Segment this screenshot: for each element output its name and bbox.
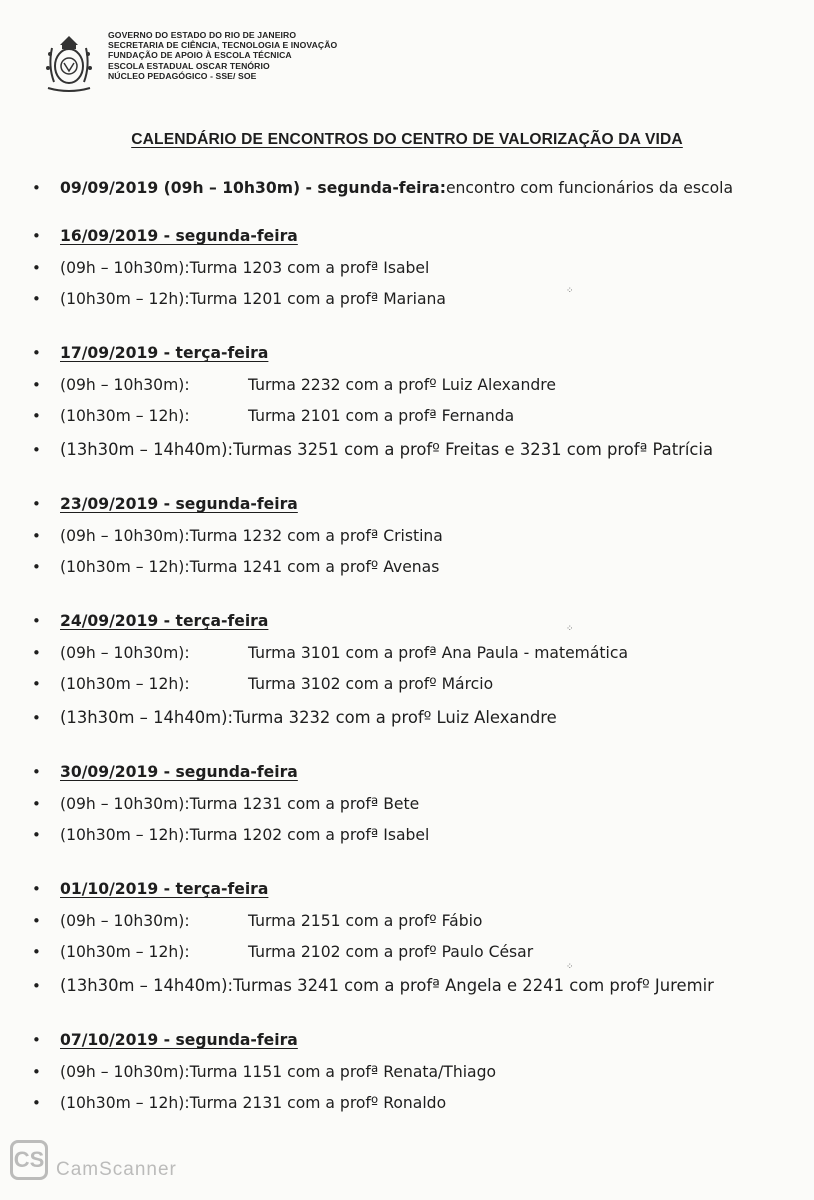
watermark-text: CamScanner xyxy=(56,1159,177,1180)
session-text: Turma 1151 com a profª Renata/Thiago xyxy=(189,1063,497,1081)
session-time: (13h30m – 14h40m): xyxy=(60,440,234,459)
session-item xyxy=(32,974,812,998)
session-item xyxy=(32,438,812,462)
date-heading xyxy=(32,1028,812,1052)
session-time: (13h30m – 14h40m): xyxy=(60,708,234,727)
intro-text: encontro com funcionários da escola xyxy=(445,179,734,197)
session-text: Turma 1202 com a profª Isabel xyxy=(189,826,430,844)
session-text: Turma 2151 com a profº Fábio xyxy=(248,912,483,930)
date-label: 30/09/2019 - segunda-feira xyxy=(60,763,298,781)
scan-speck-icon: ⁘ xyxy=(566,962,574,972)
schedule-list xyxy=(32,176,812,1115)
bullet-icon: • xyxy=(32,880,41,898)
session-text: Turma 2131 com a profº Ronaldo xyxy=(189,1094,447,1112)
header-text-block xyxy=(108,30,337,81)
session-item xyxy=(32,1060,812,1084)
bullet-icon: • xyxy=(32,527,41,545)
session-time: (10h30m – 12h): xyxy=(60,826,190,844)
session-time: (09h – 10h30m): xyxy=(60,1063,190,1081)
session-text: Turma 3102 com a profº Márcio xyxy=(248,675,494,693)
intro-item xyxy=(32,176,812,200)
coat-of-arms-icon xyxy=(38,30,100,94)
camscanner-logo-icon: CS xyxy=(10,1140,48,1180)
session-text: Turma 1241 com a profº Avenas xyxy=(189,558,440,576)
session-text: Turma 1203 com a profª Isabel xyxy=(189,259,430,277)
session-text: Turma 3101 com a profª Ana Paula - matemática xyxy=(248,644,629,662)
session-time: (10h30m – 12h): xyxy=(60,1094,190,1112)
session-time: (10h30m – 12h): xyxy=(60,943,190,961)
date-label: 17/09/2019 - terça-feira xyxy=(60,344,269,362)
session-time: (09h – 10h30m): xyxy=(60,795,190,813)
bullet-icon: • xyxy=(32,407,41,425)
bullet-icon: • xyxy=(32,826,41,844)
session-time: (09h – 10h30m): xyxy=(60,259,190,277)
date-heading xyxy=(32,341,812,365)
session-item xyxy=(32,256,812,280)
session-time: (10h30m – 12h): xyxy=(60,290,190,308)
header-line: FUNDAÇÃO DE APOIO À ESCOLA TÉCNICA xyxy=(108,50,292,61)
scan-speck-icon: ⁘ xyxy=(566,286,574,296)
date-heading xyxy=(32,224,812,248)
bullet-icon: • xyxy=(32,795,41,813)
session-item xyxy=(32,373,812,397)
bullet-icon: • xyxy=(32,943,41,961)
session-text: Turma 1201 com a profª Mariana xyxy=(189,290,446,308)
bullet-icon: • xyxy=(32,1063,41,1081)
session-text: Turmas 3241 com a profª Angela e 2241 com profº Juremir xyxy=(233,976,714,995)
session-item xyxy=(32,641,812,665)
bullet-icon: • xyxy=(32,558,41,576)
session-text: Turmas 3251 com a profº Freitas e 3231 com profª Patrícia xyxy=(233,440,714,459)
header-line: SECRETARIA DE CIÊNCIA, TECNOLOGIA E INOVAÇÃO xyxy=(108,40,338,51)
scan-speck-icon: ⁘ xyxy=(566,624,574,634)
session-time: (13h30m – 14h40m): xyxy=(60,976,234,995)
session-time: (10h30m – 12h): xyxy=(60,407,190,425)
document-header xyxy=(38,30,337,94)
date-label: 16/09/2019 - segunda-feira xyxy=(60,227,298,245)
session-item xyxy=(32,909,812,933)
session-text: Turma 3232 com a profº Luiz Alexandre xyxy=(233,708,557,727)
session-item xyxy=(32,706,812,730)
bullet-icon: • xyxy=(32,977,41,995)
session-item xyxy=(32,404,812,428)
session-time: (09h – 10h30m): xyxy=(60,527,190,545)
bullet-icon: • xyxy=(32,441,41,459)
bullet-icon: • xyxy=(32,675,41,693)
camscanner-watermark xyxy=(10,1139,177,1181)
session-time: (10h30m – 12h): xyxy=(60,675,190,693)
date-heading xyxy=(32,609,812,633)
session-time: (10h30m – 12h): xyxy=(60,558,190,576)
session-item xyxy=(32,555,812,579)
session-text: Turma 2102 com a profº Paulo César xyxy=(248,943,534,961)
bullet-icon: • xyxy=(32,763,41,781)
header-line: NÚCLEO PEDAGÓGICO - SSE/ SOE xyxy=(108,70,257,81)
bullet-icon: • xyxy=(32,1094,41,1112)
session-item xyxy=(32,823,812,847)
date-heading xyxy=(32,492,812,516)
session-item xyxy=(32,672,812,696)
bullet-icon: • xyxy=(32,912,41,930)
date-label: 07/10/2019 - segunda-feira xyxy=(60,1031,298,1049)
session-text: Turma 1232 com a profª Cristina xyxy=(189,527,443,545)
header-line: GOVERNO DO ESTADO DO RIO DE JANEIRO xyxy=(108,30,297,40)
session-time: (09h – 10h30m): xyxy=(60,912,190,930)
bullet-icon: • xyxy=(32,290,41,308)
session-time: (09h – 10h30m): xyxy=(60,644,190,662)
session-item xyxy=(32,940,812,964)
session-item xyxy=(32,792,812,816)
bullet-icon: • xyxy=(32,259,41,277)
date-heading xyxy=(32,877,812,901)
date-heading xyxy=(32,760,812,784)
session-text: Turma 2101 com a profª Fernanda xyxy=(248,407,515,425)
header-line: ESCOLA ESTADUAL OSCAR TENÓRIO xyxy=(108,60,270,71)
session-item xyxy=(32,287,812,311)
bullet-icon: • xyxy=(32,612,41,630)
bullet-icon: • xyxy=(32,709,41,727)
bullet-icon: • xyxy=(32,495,41,513)
bullet-icon: • xyxy=(32,644,41,662)
bullet-icon: • xyxy=(32,227,41,245)
bullet-icon: • xyxy=(32,179,41,197)
date-label: 01/10/2019 - terça-feira xyxy=(60,880,269,898)
page-title: CALENDÁRIO DE ENCONTROS DO CENTRO DE VALORIZAÇÃO DA VIDA xyxy=(131,131,683,148)
session-time: (09h – 10h30m): xyxy=(60,376,190,394)
bullet-icon: • xyxy=(32,344,41,362)
session-text: Turma 2232 com a profº Luiz Alexandre xyxy=(248,376,556,394)
session-text: Turma 1231 com a profª Bete xyxy=(189,795,420,813)
date-label: 24/09/2019 - terça-feira xyxy=(60,612,269,630)
session-item xyxy=(32,524,812,548)
bullet-icon: • xyxy=(32,1031,41,1049)
bullet-icon: • xyxy=(32,376,41,394)
session-item xyxy=(32,1091,812,1115)
date-label: 23/09/2019 - segunda-feira xyxy=(60,495,298,513)
intro-bold: 09/09/2019 (09h – 10h30m) - segunda-feira: xyxy=(60,179,446,197)
